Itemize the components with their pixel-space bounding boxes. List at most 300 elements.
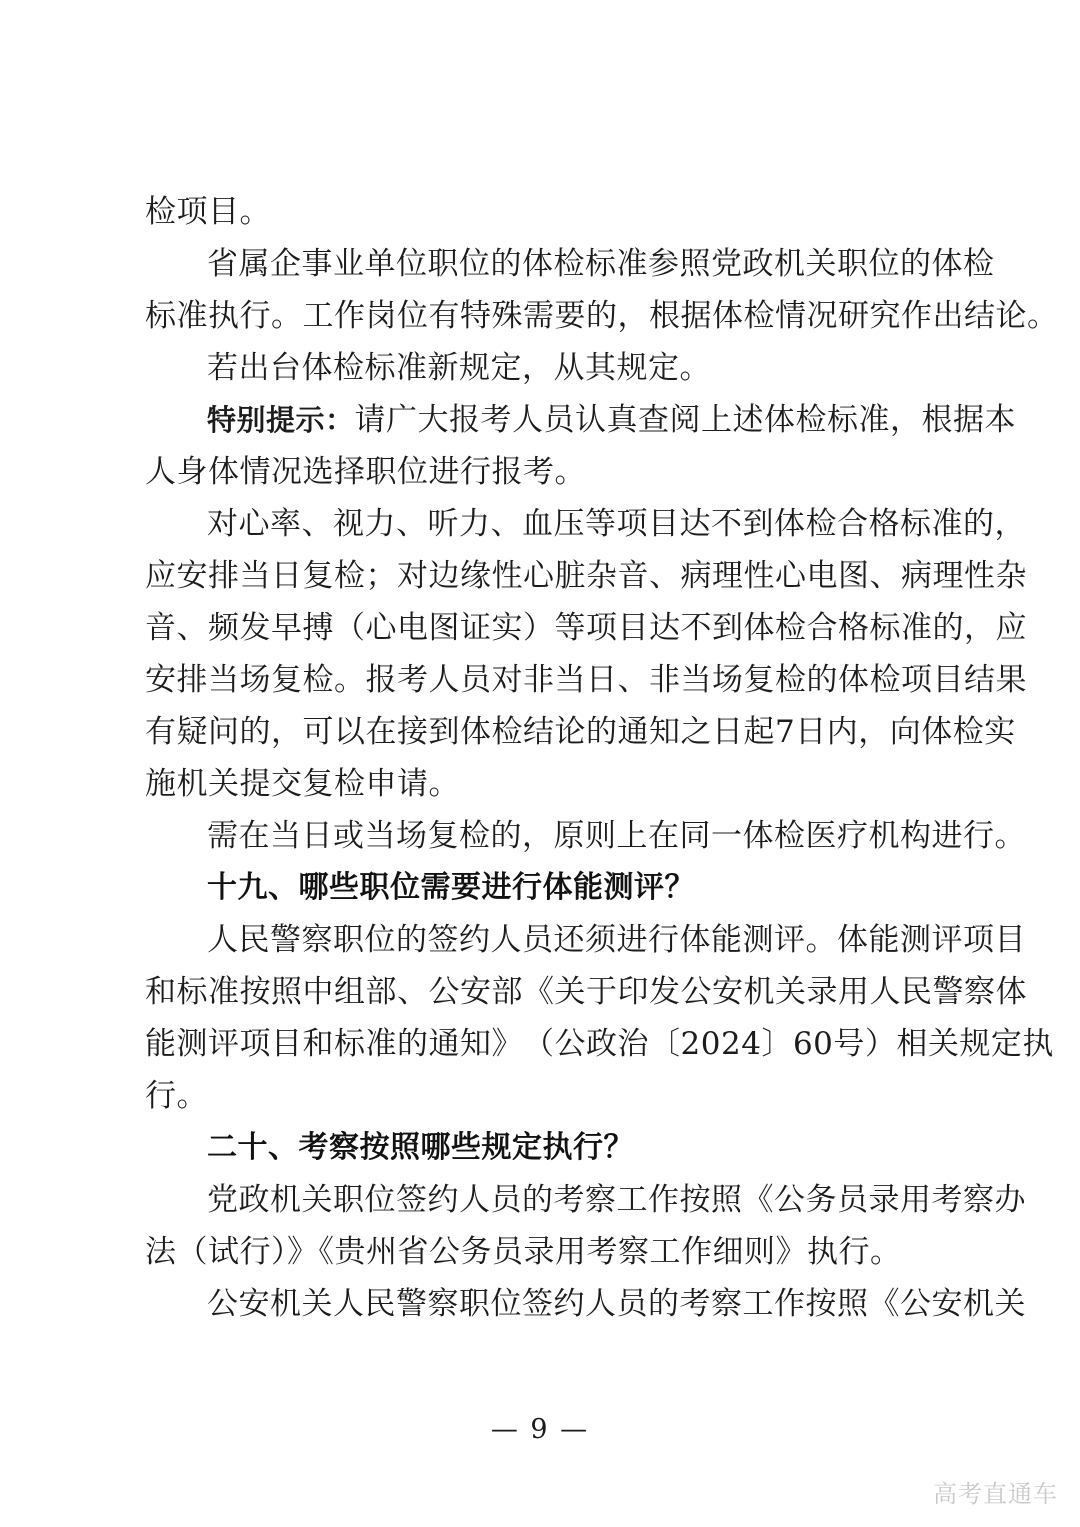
line-glyph: 复: [302, 558, 334, 594]
document-body: [145, 186, 1059, 1330]
line-glyph: 应: [145, 558, 177, 594]
line-glyph: 疑: [176, 714, 208, 750]
line-glyph: 应: [995, 610, 1027, 646]
line-glyph: 位: [868, 246, 900, 282]
line-glyph: 构: [900, 818, 932, 854]
line-glyph: 民: [364, 1286, 396, 1322]
line-glyph: 能: [711, 922, 743, 958]
line-glyph: 知: [460, 1026, 492, 1062]
line-glyph: 政: [238, 1182, 270, 1218]
line-glyph: 准: [365, 1026, 397, 1062]
line-glyph: 2: [720, 1026, 742, 1062]
line-glyph: 中: [302, 974, 334, 1010]
line-glyph: 职: [333, 1182, 365, 1218]
paragraph-line: 若出台体检标准新规定，从其规定。: [207, 350, 711, 386]
line-glyph: 、: [869, 558, 901, 594]
line-glyph: 录: [868, 1182, 900, 1218]
line-glyph: 的: [586, 714, 618, 750]
line-glyph: 2: [680, 1026, 701, 1062]
line-glyph: 需: [523, 298, 555, 334]
line-glyph: 到: [428, 714, 460, 750]
line-glyph: 项: [963, 922, 995, 958]
line-glyph: 测: [742, 922, 774, 958]
line-glyph: 当: [208, 662, 240, 698]
line-glyph: 约: [553, 1286, 585, 1322]
line-glyph: 目: [617, 610, 649, 646]
line-glyph: 职: [333, 922, 365, 958]
line-glyph: 检: [952, 714, 985, 750]
line-glyph: 以: [334, 714, 366, 750]
line-glyph: 结: [964, 298, 996, 334]
paragraph-line-text: 请广大报考人员认真查阅上述体检标准，根据本: [354, 402, 1017, 438]
line-glyph: 约: [459, 922, 491, 958]
line-glyph: 位: [490, 1286, 522, 1322]
line-glyph: 、: [490, 506, 522, 542]
line-glyph: 有: [428, 298, 460, 334]
line-glyph: 机: [270, 1182, 302, 1218]
line-glyph: 体: [743, 610, 775, 646]
line-glyph: 场: [712, 662, 744, 698]
line-glyph: 关: [805, 246, 837, 282]
line-glyph: 员: [522, 922, 554, 958]
line-glyph: 省: [207, 246, 239, 282]
line-glyph: 体: [921, 714, 953, 750]
line-glyph: 用: [838, 974, 870, 1010]
line-glyph: 理: [712, 558, 744, 594]
line-glyph: 安: [712, 974, 744, 1010]
line-glyph: 7: [775, 714, 796, 750]
line-glyph: 于: [586, 974, 618, 1010]
line-glyph: 日: [586, 662, 618, 698]
line-glyph: 体: [460, 714, 492, 750]
line-glyph: 作: [774, 1286, 806, 1322]
line-glyph: 电: [397, 610, 429, 646]
line-glyph: 体: [522, 246, 554, 282]
line-glyph: 行: [648, 922, 680, 958]
line-glyph: 察: [585, 1182, 617, 1218]
paragraph-line: [145, 290, 1059, 342]
line-glyph: 频: [208, 610, 240, 646]
line-glyph: 、: [617, 662, 649, 698]
line-glyph: 可: [302, 714, 334, 750]
paragraph-line: [145, 1278, 1026, 1330]
line-glyph: 考: [679, 1286, 711, 1322]
line-glyph: 目: [994, 922, 1026, 958]
line-glyph: ，: [522, 818, 554, 854]
line-glyph: 压: [553, 506, 585, 542]
line-glyph: 准: [931, 506, 963, 542]
line-glyph: 心: [523, 558, 555, 594]
line-glyph: 合: [806, 610, 838, 646]
line-glyph: 企: [270, 246, 302, 282]
line-glyph: 员: [490, 1182, 522, 1218]
line-glyph: 业: [333, 246, 365, 282]
line-glyph: 察: [301, 922, 333, 958]
line-glyph: 的: [490, 246, 522, 282]
line-glyph: 或: [333, 818, 365, 854]
line-glyph: 位: [364, 922, 396, 958]
line-glyph: 位: [459, 246, 491, 282]
line-glyph: 察: [427, 1286, 459, 1322]
paragraph-line: [145, 238, 995, 290]
line-glyph: 项: [616, 506, 648, 542]
line-glyph: 关: [554, 974, 586, 1010]
line-glyph: 在: [365, 714, 397, 750]
line-glyph: 标: [176, 974, 208, 1010]
paragraph-line: [145, 394, 1017, 446]
line-glyph: 检: [775, 610, 807, 646]
line-glyph: 公: [900, 1286, 932, 1322]
line-glyph: 格: [838, 610, 870, 646]
line-glyph: 力: [459, 506, 491, 542]
line-glyph: 6: [792, 1026, 814, 1062]
line-glyph: 排: [176, 662, 208, 698]
line-glyph: 合: [837, 506, 869, 542]
line-glyph: 相: [896, 1026, 928, 1062]
line-glyph: 警: [270, 922, 302, 958]
line-glyph: 殊: [491, 298, 523, 334]
line-glyph: 部: [491, 974, 523, 1010]
line-glyph: 评: [931, 922, 963, 958]
line-glyph: 职: [459, 1286, 491, 1322]
line-glyph: 复: [271, 662, 303, 698]
line-glyph: 号: [833, 1026, 865, 1062]
line-glyph: 杂: [586, 558, 618, 594]
line-glyph: 签: [522, 1286, 554, 1322]
line-glyph: 对: [397, 558, 429, 594]
line-glyph: 况: [806, 298, 838, 334]
line-glyph: 行: [239, 298, 271, 334]
watermark: 高考直通车: [933, 1480, 1058, 1508]
line-glyph: 日: [301, 818, 333, 854]
line-glyph: （: [334, 610, 366, 646]
line-glyph: 员: [460, 662, 492, 698]
line-glyph: 机: [743, 974, 775, 1010]
line-glyph: 论: [995, 298, 1027, 334]
line-glyph: 、: [649, 558, 681, 594]
line-glyph: ，: [964, 610, 996, 646]
line-glyph: 边: [428, 558, 460, 594]
line-glyph: 的: [490, 818, 522, 854]
paragraph-lead-label: 特别提示：: [207, 403, 355, 437]
line-glyph: 的: [396, 922, 428, 958]
line-glyph: 的: [239, 714, 271, 750]
line-glyph: 性: [964, 558, 996, 594]
line-glyph: 的: [648, 1286, 680, 1322]
line-glyph: 等: [554, 610, 586, 646]
line-glyph: 按: [679, 1182, 711, 1218]
line-glyph: 照: [271, 974, 303, 1010]
line-glyph: 理: [932, 558, 964, 594]
line-glyph: 测: [176, 1026, 208, 1062]
line-glyph: 机: [868, 818, 900, 854]
line-glyph: 参: [648, 246, 680, 282]
line-glyph: 需: [207, 818, 239, 854]
line-glyph: 机: [774, 246, 806, 282]
line-glyph: 上: [616, 818, 648, 854]
line-glyph: ，: [994, 506, 1026, 542]
line-glyph: （: [523, 1026, 555, 1062]
line-glyph: 搏: [302, 610, 334, 646]
line-glyph: 视: [333, 506, 365, 542]
line-glyph: 。: [1027, 298, 1059, 334]
line-glyph: 须: [585, 922, 617, 958]
paragraph-line: [145, 1174, 1026, 1226]
line-glyph: ）: [523, 610, 555, 646]
line-glyph: 知: [649, 714, 681, 750]
line-glyph: 。: [805, 922, 837, 958]
line-glyph: 心: [238, 506, 270, 542]
line-glyph: 率: [270, 506, 302, 542]
line-glyph: 人: [869, 974, 901, 1010]
line-glyph: 原: [553, 818, 585, 854]
line-glyph: 缘: [460, 558, 492, 594]
line-glyph: 人: [459, 1182, 491, 1218]
line-glyph: 民: [238, 922, 270, 958]
line-glyph: 当: [270, 818, 302, 854]
line-glyph: 4: [741, 1026, 762, 1062]
line-glyph: 据: [680, 298, 712, 334]
line-glyph: 电: [806, 558, 838, 594]
line-glyph: 的: [806, 662, 838, 698]
line-glyph: 公: [554, 1026, 586, 1062]
line-glyph: 。: [271, 298, 303, 334]
line-glyph: 关: [301, 1286, 333, 1322]
line-glyph: 《: [742, 1182, 774, 1218]
line-glyph: 果: [995, 662, 1027, 698]
line-glyph: 论: [554, 714, 586, 750]
line-glyph: 音: [617, 558, 649, 594]
line-glyph: 部: [365, 974, 397, 1010]
line-glyph: 结: [523, 714, 555, 750]
line-glyph: 作: [648, 1182, 680, 1218]
line-glyph: 有: [145, 714, 177, 750]
line-glyph: 日: [795, 714, 827, 750]
line-glyph: 发: [239, 610, 271, 646]
line-glyph: 日: [712, 714, 744, 750]
line-glyph: 考: [397, 662, 429, 698]
line-glyph: 0: [700, 1026, 721, 1062]
line-glyph: 要: [554, 298, 586, 334]
line-glyph: 出: [932, 298, 964, 334]
line-glyph: 公: [774, 1182, 806, 1218]
line-glyph: 》: [491, 1026, 523, 1062]
line-glyph: 录: [806, 974, 838, 1010]
line-glyph: 察: [963, 1182, 995, 1218]
line-glyph: 务: [805, 1182, 837, 1218]
line-glyph: 、: [301, 506, 333, 542]
line-glyph: 对: [207, 506, 239, 542]
line-glyph: 能: [145, 1026, 177, 1062]
paragraph-line: [145, 654, 1027, 706]
line-glyph: 当: [364, 818, 396, 854]
line-glyph: 。: [334, 662, 366, 698]
line-glyph: 人: [585, 1286, 617, 1322]
line-glyph: 项: [586, 610, 618, 646]
line-glyph: 检: [302, 662, 334, 698]
line-glyph: 准: [176, 298, 208, 334]
line-glyph: 对: [491, 662, 523, 698]
line-glyph: 作: [334, 298, 366, 334]
line-glyph: 性: [491, 558, 523, 594]
line-glyph: 。: [994, 818, 1026, 854]
line-glyph: 病: [901, 558, 933, 594]
line-glyph: 日: [271, 558, 303, 594]
line-glyph: 工: [302, 298, 334, 334]
line-glyph: 到: [712, 610, 744, 646]
line-glyph: 目: [648, 506, 680, 542]
line-glyph: 签: [396, 1182, 428, 1218]
line-glyph: 照: [711, 1182, 743, 1218]
line-glyph: 场: [396, 818, 428, 854]
line-glyph: 不: [680, 610, 712, 646]
line-glyph: 体: [931, 246, 963, 282]
line-glyph: 工: [742, 1286, 774, 1322]
line-glyph: 规: [959, 1026, 991, 1062]
line-glyph: 非: [523, 662, 555, 698]
line-glyph: 检: [459, 818, 491, 854]
paragraph-line-inner: [207, 402, 1016, 438]
line-glyph: 特: [460, 298, 492, 334]
line-glyph: ；: [365, 558, 397, 594]
line-glyph: 、: [176, 610, 208, 646]
line-glyph: 安: [460, 974, 492, 1010]
line-glyph: 人: [207, 922, 239, 958]
line-glyph: 人: [428, 662, 460, 698]
paragraph-line: [145, 498, 1026, 550]
line-glyph: 定: [990, 1026, 1023, 1062]
line-glyph: 体: [712, 298, 744, 334]
line-glyph: 印: [617, 974, 649, 1010]
line-glyph: 政: [586, 1026, 618, 1062]
line-glyph: 《: [868, 1286, 900, 1322]
line-glyph: 在: [648, 818, 680, 854]
line-glyph: 安: [176, 558, 208, 594]
line-glyph: 在: [238, 818, 270, 854]
line-glyph: 人: [490, 922, 522, 958]
line-glyph: 通: [428, 1026, 460, 1062]
page-number: — 9 —: [490, 1414, 590, 1445]
line-glyph: 能: [868, 922, 900, 958]
line-glyph: 测: [900, 922, 932, 958]
line-glyph: 标: [900, 506, 932, 542]
line-glyph: 检: [869, 662, 901, 698]
line-glyph: 体: [995, 974, 1027, 1010]
line-glyph: 按: [805, 1286, 837, 1322]
line-glyph: 标: [334, 1026, 366, 1062]
line-glyph: 安: [931, 1286, 963, 1322]
line-glyph: 行: [963, 818, 995, 854]
line-glyph: 之: [680, 714, 712, 750]
line-glyph: 发: [649, 974, 681, 1010]
line-glyph: 标: [145, 298, 177, 334]
line-glyph: 检: [805, 506, 837, 542]
line-glyph: 音: [145, 610, 177, 646]
line-glyph: 报: [365, 662, 397, 698]
line-glyph: ，: [858, 714, 890, 750]
line-glyph: 目: [932, 662, 964, 698]
line-glyph: 的: [397, 1026, 429, 1062]
line-glyph: 办: [994, 1182, 1026, 1218]
paragraph-line: 法（试行）》《贵州省公务员录用考察工作细则》执行。: [145, 1234, 902, 1270]
line-glyph: 人: [333, 1286, 365, 1322]
line-glyph: 、: [396, 506, 428, 542]
line-glyph: 医: [805, 818, 837, 854]
line-glyph: 目: [271, 1026, 303, 1062]
line-glyph: 检: [553, 246, 585, 282]
line-glyph: 党: [711, 246, 743, 282]
line-glyph: 当: [239, 558, 271, 594]
line-glyph: 准: [616, 246, 648, 282]
section-heading: 十九、哪些职位需要进行体能测评？: [207, 870, 695, 905]
line-glyph: 岗: [365, 298, 397, 334]
paragraph-line: [145, 706, 1016, 758]
line-glyph: 公: [428, 974, 460, 1010]
line-glyph: 检: [775, 662, 807, 698]
line-glyph: 0: [813, 1026, 834, 1062]
line-glyph: 标: [869, 610, 901, 646]
section-heading: 二十、考察按照哪些规定执行？: [207, 1130, 634, 1165]
line-glyph: 政: [742, 246, 774, 282]
line-glyph: 安: [145, 662, 177, 698]
line-glyph: 签: [427, 922, 459, 958]
line-glyph: 进: [931, 818, 963, 854]
line-glyph: 关: [994, 1286, 1026, 1322]
line-glyph: 早: [271, 610, 303, 646]
line-glyph: 位: [397, 298, 429, 334]
line-glyph: 疗: [837, 818, 869, 854]
line-glyph: 的: [586, 298, 618, 334]
paragraph-line: 人身体情况选择职位进行报考。: [145, 454, 586, 490]
line-glyph: 评: [208, 1026, 240, 1062]
line-glyph: 脏: [554, 558, 586, 594]
paragraph-line: 施机关提交复检申请。: [145, 766, 460, 802]
line-glyph: 问: [208, 714, 240, 750]
line-glyph: 位: [396, 246, 428, 282]
line-glyph: 同: [679, 818, 711, 854]
paragraph-line: [145, 810, 1026, 862]
line-glyph: 考: [931, 1182, 963, 1218]
line-glyph: 和: [302, 1026, 334, 1062]
line-glyph: 组: [334, 974, 366, 1010]
paragraph-line: [145, 914, 1026, 966]
line-glyph: 项: [239, 1026, 271, 1062]
line-glyph: 执: [1022, 1026, 1054, 1062]
line-glyph: ，: [617, 298, 649, 334]
line-glyph: 的: [963, 506, 995, 542]
line-glyph: 等: [585, 506, 617, 542]
line-glyph: 性: [743, 558, 775, 594]
line-glyph: 实: [491, 610, 523, 646]
line-glyph: 位: [364, 1182, 396, 1218]
line-glyph: 执: [208, 298, 240, 334]
line-glyph: 血: [522, 506, 554, 542]
line-glyph: 按: [239, 974, 271, 1010]
line-glyph: 心: [775, 558, 807, 594]
line-glyph: 和: [145, 974, 177, 1010]
line-glyph: 治: [617, 1026, 649, 1062]
line-glyph: 不: [711, 506, 743, 542]
line-glyph: 民: [901, 974, 933, 1010]
line-glyph: 的: [522, 1182, 554, 1218]
line-glyph: 的: [900, 246, 932, 282]
line-glyph: 工: [616, 1182, 648, 1218]
line-glyph: 体: [679, 922, 711, 958]
paragraph-line: [145, 966, 1027, 1018]
line-glyph: 证: [460, 610, 492, 646]
line-glyph: 检: [774, 818, 806, 854]
line-glyph: 关: [927, 1026, 960, 1062]
